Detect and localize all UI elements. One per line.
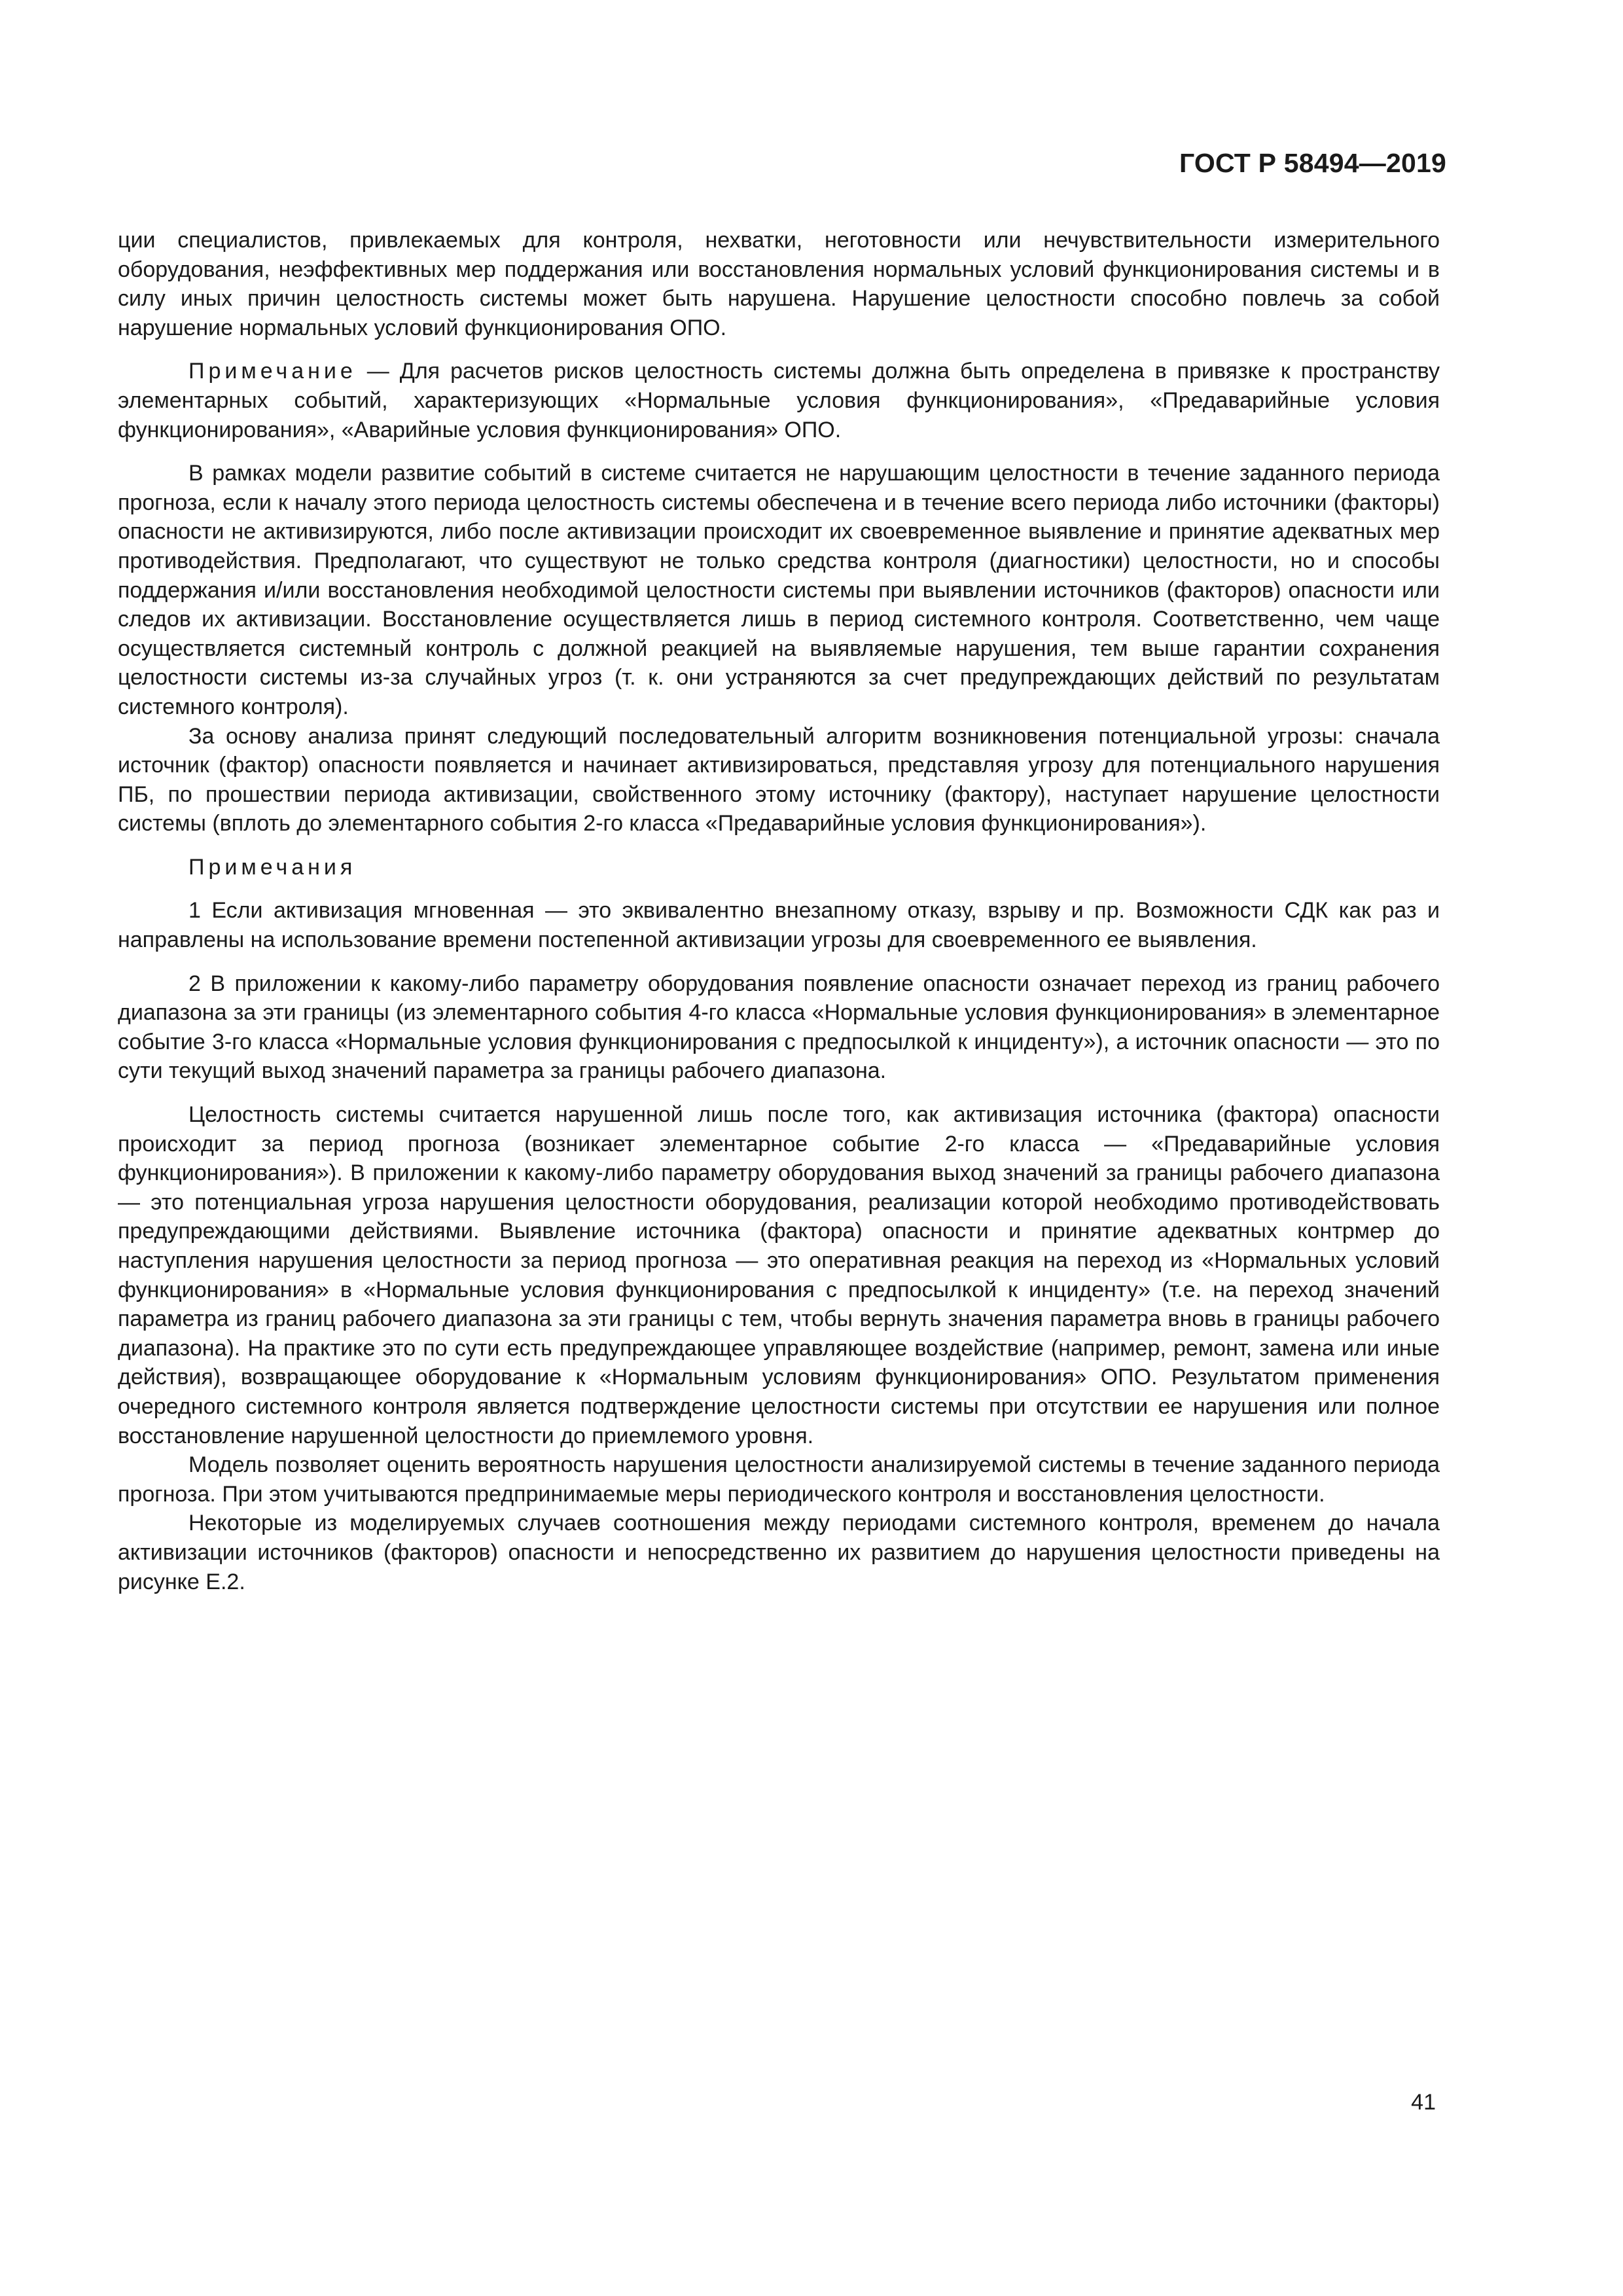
notes-label: Примечания: [188, 854, 357, 880]
paragraph-algorithm: За основу анализа принят следующий последовательный алгоритм возникновения потенциальной угрозы: сначала источник (фактор) опасности появляется и начинает активизироваться, представляя угрозу для потенциального нарушения ПБ, по прошествии периода активизации, свойственного этому источнику (фактору), наступает нарушение целостности системы (вплоть до элементарного события 2-го класса «Предаварийные условия функционирования»).: [118, 723, 1440, 836]
paragraph-model-description: В рамках модели развитие событий в системе считается не нарушающим целостности в течение заданного периода прогноза, если к началу этого периода целостность системы обеспечена и в течение всего периода либо источники (факторы) опасности не активизируются, либо после активизации происходит их своевременное выявление и принятие адекватных мер противодействия. Предполагают, что существуют не только средства контроля (диагностики) целостности, но и способы поддержания и/или восстановления необходимой целостности системы при выявлении источников (факторов) опасности или следов их активизации. Восстановление осуществляется лишь в период системного контроля. Соответственно, чем чаще осуществляется системный контроль с должной реакцией на выявляемые нарушения, тем выше гарантии сохранения целостности системы из-за случайных угроз (т. к. они устраняются за счет предупреждающих действий по результатам системного контроля).: [118, 461, 1440, 719]
paragraph-continuation: ции специалистов, привлекаемых для контроля, нехватки, неготовности или нечувствительности измерительного оборудования, неэффективных мер поддержания или восстановления нормальных условий функционирования системы и в силу иных причин целостность системы может быть нарушена. Нарушение целостности способно повлечь за собой нарушение нормальных условий функционирования ОПО.: [118, 228, 1440, 340]
document-code: ГОСТ Р 58494—2019: [1179, 148, 1446, 178]
document-body: [118, 226, 1440, 1596]
paragraph-model-probability: Модель позволяет оценить вероятность нарушения целостности анализируемой системы в течение заданного периода прогноза. При этом учитываются предпринимаемые меры периодического контроля и восстановления целостности.: [118, 1452, 1440, 1507]
notes-heading: [118, 853, 1440, 882]
paragraph-integrity-violation: Целостность системы считается нарушенной лишь после того, как активизация источника (фактора) опасности происходит за период прогноза (возникает элементарное событие 2-го класса — «Предаварийные условия функционирования»). В приложении к какому-либо параметру оборудования выход значений за границы рабочего диапазона — это потенциальная угроза нарушения целостности оборудования, реализации которой необходимо противодействовать предупреждающими действиями. Выявление источника (фактора) опасности и принятие адекватных контрмер до наступления нарушения целостности за период прогноза — это оперативная реакция на переход из «Нормальных условий функционирования» в «Нормальные условия функционирования с предпосылкой к инциденту» (т.е. на переход значений параметра из границ рабочего диапазона за эти границы с тем, чтобы вернуть значения параметра вновь в границы рабочего диапазона). На практике это по сути есть предупреждающее управляющее воздействие (например, ремонт, замена или иные действия), возвращающее оборудование к «Нормальным условиям функционирования» ОПО. Результатом применения очередного системного контроля является подтверждение целостности системы при отсутствии ее нарушения или полное восстановление нарушенной целостности до приемлемого уровня.: [118, 1102, 1440, 1448]
note-text: — Для расчетов рисков целостность системы должна быть определена в привязке к пространству элементарных событий, характеризующих «Нормальные условия функционирования», «Предаварийные условия функционирования», «Аварийные условия функционирования» ОПО.: [118, 359, 1440, 442]
note-label: Примечание: [188, 359, 357, 384]
paragraph-figure-reference: Некоторые из моделируемых случаев соотношения между периодами системного контроля, временем до начала активизации источников (факторов) опасности и непосредственно их развитием до нарушения целостности приведены на рисунке Е.2.: [118, 1511, 1440, 1594]
note-paragraph: [118, 357, 1440, 444]
page-number: 41: [1411, 2090, 1436, 2115]
note-item-1: 1 Если активизация мгновенная — это эквивалентно внезапному отказу, взрыву и пр. Возможности СДК как раз и направлены на использование времени постепенной активизации угрозы для своевременного ее выявления.: [118, 898, 1440, 953]
note-item-2: 2 В приложении к какому-либо параметру оборудования появление опасности означает переход из границ рабочего диапазона за эти границы (из элементарного события 4-го класса «Нормальные условия функционирования» в элементарное событие 3-го класса «Нормальные условия функционирования с предпосылкой к инциденту»), а источник опасности — это по сути текущий выход значений параметра за границы рабочего диапазона.: [118, 971, 1440, 1084]
